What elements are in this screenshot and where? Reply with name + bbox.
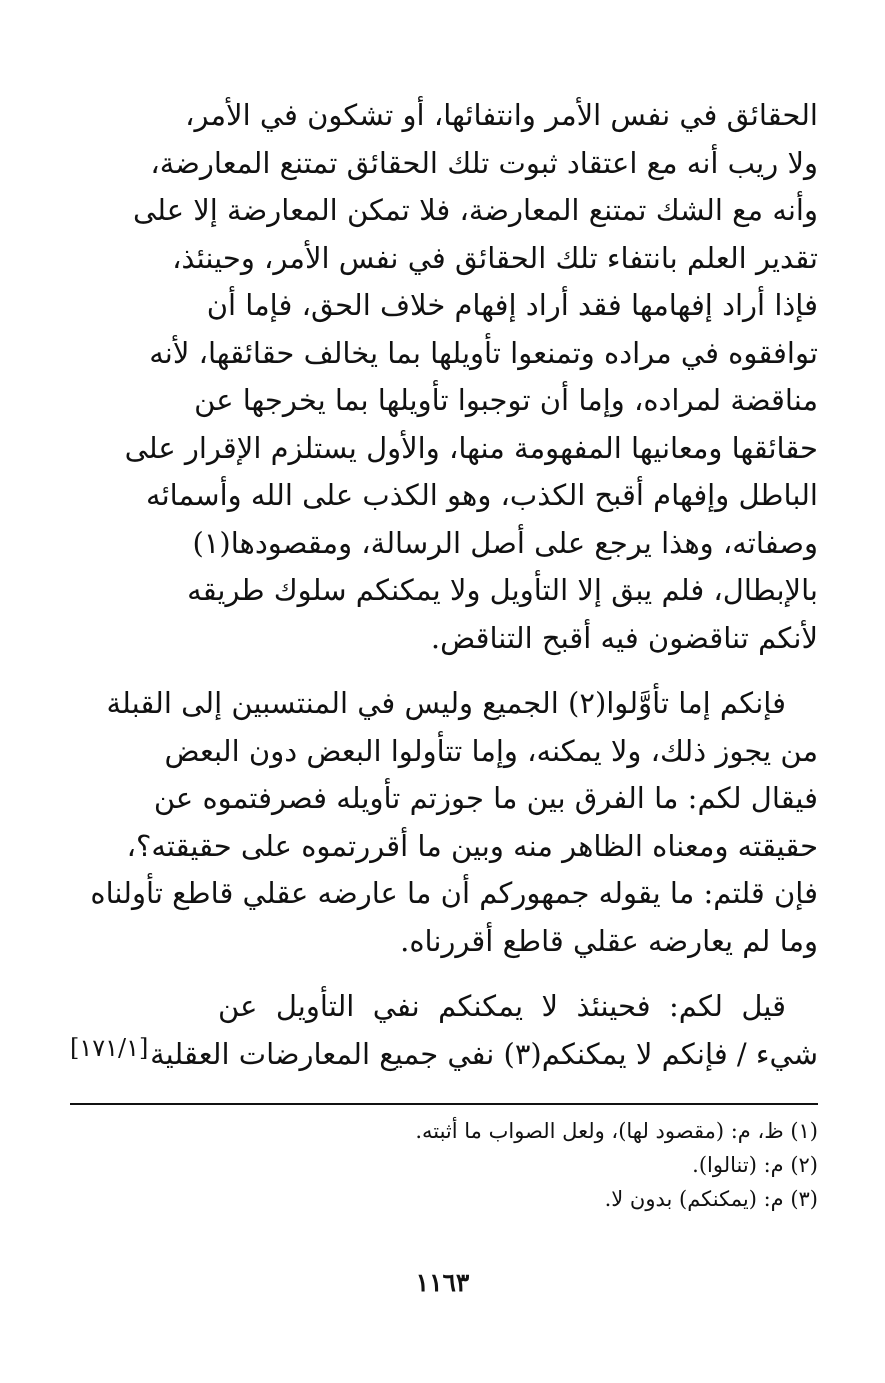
paragraph-3 [150,983,818,1078]
text-line: مناقضة لمراده، وإما أن توجبوا تأويلها بما يخرجها عن [194,383,818,417]
text-line: وصفاته، وهذا يرجع على أصل الرسالة، ومقصودها(١) [192,525,818,560]
paragraph-gap [218,662,818,680]
text-line: حقائقها ومعانيها المفهومة منها، والأول يستلزم الإقرار على [124,430,818,465]
footnote: (١) ظ، م: (مقصود لها)، ولعل الصواب ما أثبته. [415,1119,818,1143]
text-line: فإنكم إما تأوَّلوا(٢) الجميع وليس في المنتسبين إلى القبلة [106,686,786,720]
footnote: (٣) م: (يمكنكم) بدون لا. [604,1187,818,1211]
margin-page-reference: [١٧١/١] [70,1034,149,1062]
text-line: وأنه مع الشك تمتنع المعارضة، فلا تمكن المعارضة إلا على [132,193,818,227]
text-line: لأنكم تناقضون فيه أقبح التناقض. [430,620,818,655]
paragraph-2 [90,680,818,965]
text-line: الحقائق في نفس الأمر وانتفائها، أو تشكون في الأمر، [185,98,818,132]
text-line: شيء / فإنكم لا يمكنكم(٣) نفي جميع المعارضات العقلية [150,1036,818,1071]
text-line: فيقال لكم: ما الفرق بين ما جوزتم تأويله فصرفتموه عن [153,781,818,815]
text-line: فإن قلتم: ما يقوله جمهوركم أن ما عارضه عقلي قاطع تأولناه [90,876,818,910]
paragraph-gap [218,965,818,983]
text-line: الباطل وإفهام أقبح الكذب، وهو الكذب على الله وأسمائه [146,478,818,512]
text-line: تقدير العلم بانتفاء تلك الحقائق في نفس الأمر، وحينئذ، [172,240,818,275]
text-line: توافقوه في مراده وتمنعوا تأويلها بما يخالف حقائقها، لأنه [149,335,818,370]
text-line: بالإبطال، فلم يبق إلا التأويل ولا يمكنكم سلوك طريقه [187,573,818,607]
text-line: من يجوز ذلك، ولا يمكنه، وإما تتأولوا البعض دون البعض [164,733,818,768]
text-line: فإذا أراد إفهامها فقد أراد إفهام خلاف الحق، فإما أن [206,288,818,322]
footnotes [300,1114,818,1216]
footnote: (٢) م: (تنالوا). [692,1153,818,1177]
paragraph-1 [124,92,818,662]
text-line: ولا ريب أنه مع اعتقاد ثبوت تلك الحقائق تمتنع المعارضة، [150,145,818,180]
text-line: وما لم يعارضه عقلي قاطع أقررناه. [400,923,818,958]
page-number: ١١٦٣ [415,1268,470,1297]
footnote-divider [70,1103,818,1105]
text-line: حقيقته ومعناه الظاهر منه وبين ما أقررتموه على حقيقته؟، [126,828,818,863]
text-line: قيل لكم: فحينئذ لا يمكنكم نفي التأويل عن [218,989,786,1023]
